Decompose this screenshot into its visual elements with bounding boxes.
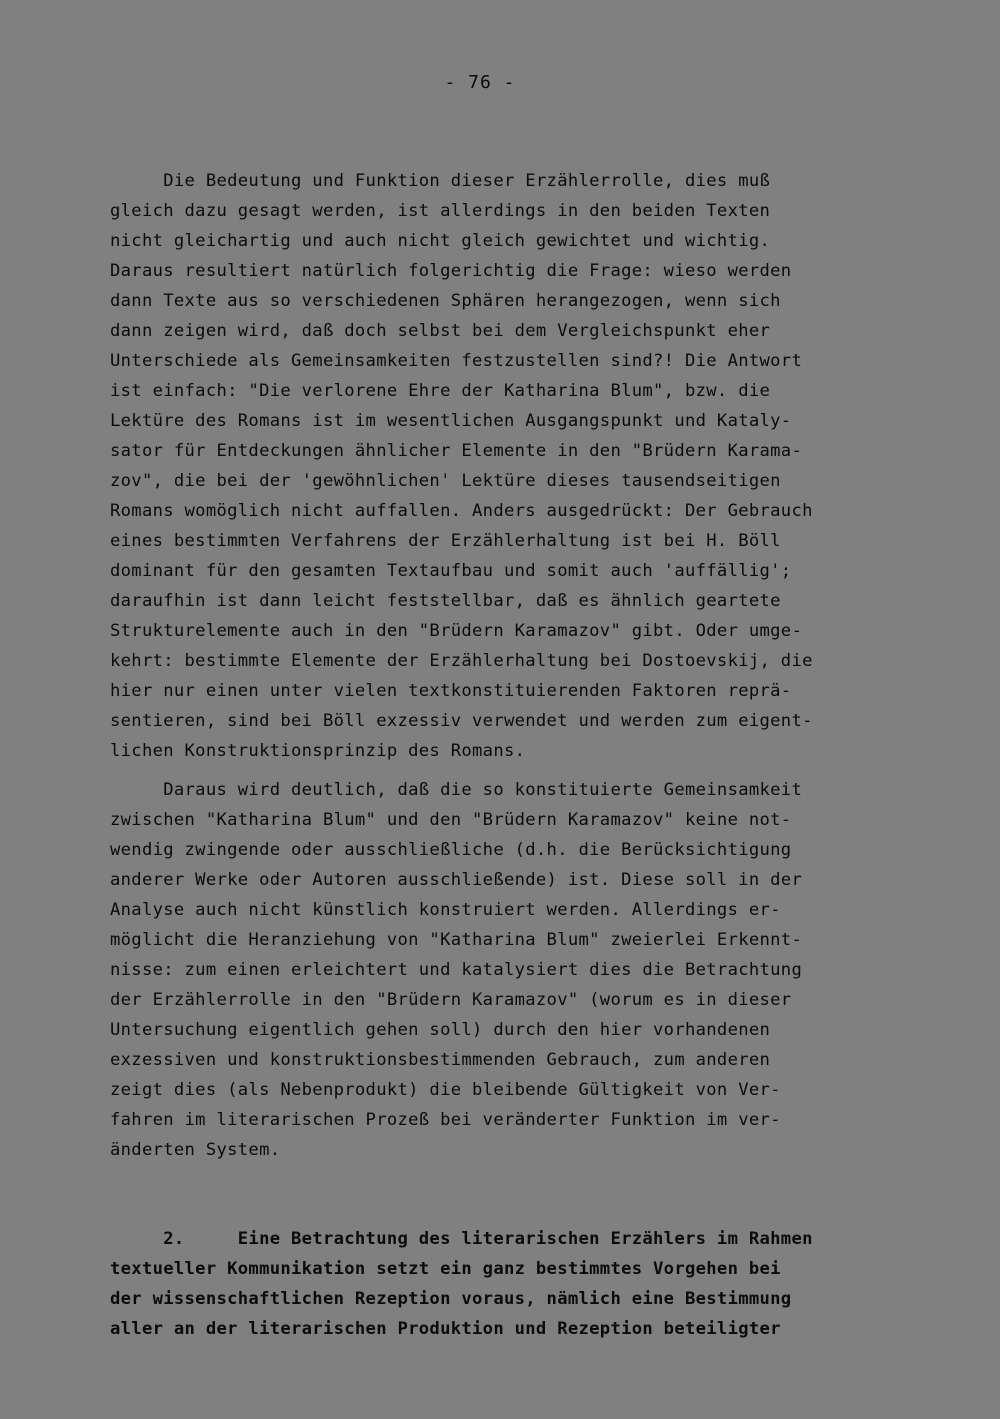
text-line: Lektüre des Romans ist im wesentlichen Ausgangspunkt und Kataly- [110,411,792,431]
text-line: Untersuchung eigentlich gehen soll) durch den hier vorhandenen [110,1020,771,1040]
text-line: hier nur einen unter vielen textkonstituierenden Faktoren reprä- [110,681,792,701]
text-line: dominant für den gesamten Textaufbau und somit auch 'auffällig'; [110,561,792,581]
text-line: sentieren, sind bei Böll exzessiv verwendet und werden zum eigent- [110,711,813,731]
text-line: kehrt: bestimmte Elemente der Erzählerhaltung bei Dostoevskij, die [110,651,813,671]
text-line: 2. Eine Betrachtung des literarischen Erzählers im Rahmen [110,1229,813,1249]
text-line: gleich dazu gesagt werden, ist allerdings in den beiden Texten [110,201,771,221]
text-line: nisse: zum einen erleichtert und katalysiert dies die Betrachtung [110,960,803,980]
text-line: zwischen "Katharina Blum" und den "Brüdern Karamazov" keine not- [110,810,792,830]
text-line: nicht gleichartig und auch nicht gleich gewichtet und wichtig. [110,231,771,251]
text-line: exzessiven und konstruktionsbestimmenden Gebrauch, zum anderen [110,1050,771,1070]
text-line: Unterschiede als Gemeinsamkeiten festzustellen sind?! Die Antwort [110,351,803,371]
text-line: dann Texte aus so verschiedenen Sphären herangezogen, wenn sich [110,291,781,311]
text-line: Daraus wird deutlich, daß die so konstituierte Gemeinsamkeit [110,780,803,800]
text-line: Die Bedeutung und Funktion dieser Erzählerrolle, dies muß [110,171,771,191]
text-line: eines bestimmten Verfahrens der Erzählerhaltung ist bei H. Böll [110,531,781,551]
text-line: änderten System. [110,1140,281,1160]
text-line: Strukturelemente auch in den "Brüdern Karamazov" gibt. Oder umge- [110,621,803,641]
text-line: textueller Kommunikation setzt ein ganz bestimmtes Vorgehen bei [110,1259,781,1279]
text-line: Analyse auch nicht künstlich konstruiert werden. Allerdings er- [110,900,781,920]
text-line: zov", die bei der 'gewöhnlichen' Lektüre dieses tausendseitigen [110,471,781,491]
text-line: daraufhin ist dann leicht feststellbar, daß es ähnlich geartete [110,591,781,611]
text-line: lichen Konstruktionsprinzip des Romans. [110,741,526,761]
text-line: anderer Werke oder Autoren ausschließende) ist. Diese soll in der [110,870,803,890]
text-line: zeigt dies (als Nebenprodukt) die bleibende Gültigkeit von Ver- [110,1080,781,1100]
text-line: dann zeigen wird, daß doch selbst bei dem Vergleichspunkt eher [110,321,771,341]
page-number: - 76 - [444,72,516,93]
text-line: Daraus resultiert natürlich folgerichtig die Frage: wieso werden [110,261,792,281]
text-line: ist einfach: "Die verlorene Ehre der Katharina Blum", bzw. die [110,381,771,401]
text-line: der Erzählerrolle in den "Brüdern Karamazov" (worum es in dieser [110,990,792,1010]
text-line: aller an der literarischen Produktion und Rezeption beteiligter [110,1319,781,1339]
text-line: fahren im literarischen Prozeß bei veränderter Funktion im ver- [110,1110,781,1130]
text-line: sator für Entdeckungen ähnlicher Elemente in den "Brüdern Karama- [110,441,803,461]
text-line: wendig zwingende oder ausschließliche (d.h. die Berücksichtigung [110,840,792,860]
text-line: der wissenschaftlichen Rezeption voraus, nämlich eine Bestimmung [110,1289,792,1309]
text-line: möglicht die Heranziehung von "Katharina Blum" zweierlei Erkennt- [110,930,803,950]
text-line: Romans womöglich nicht auffallen. Anders ausgedrückt: Der Gebrauch [110,501,813,521]
